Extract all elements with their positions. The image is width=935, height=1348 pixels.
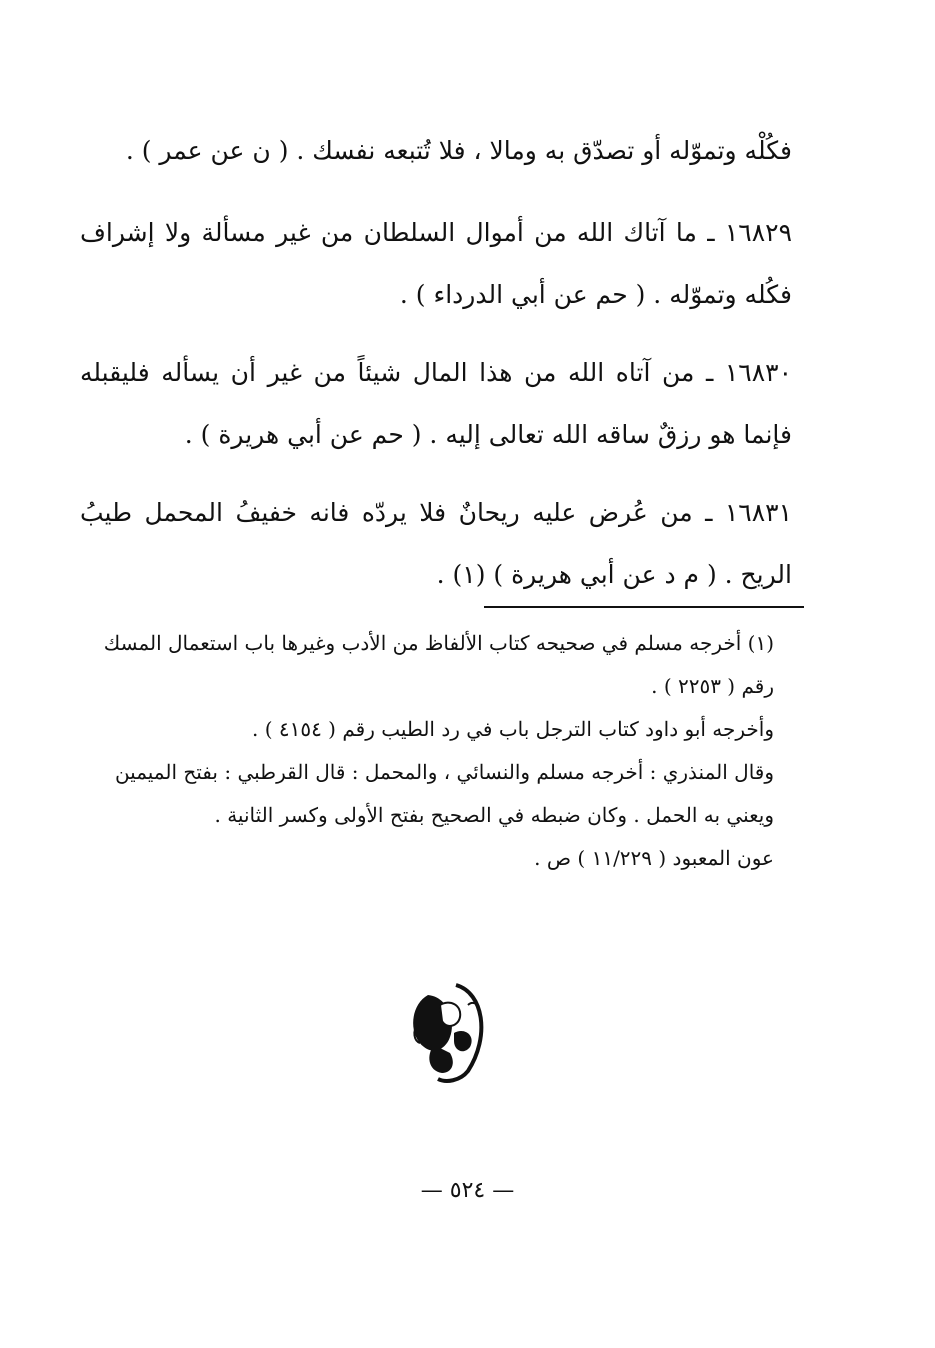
- hadith-continuation: فكُلْه وتموّله أو تصدّق به ومالا ، فلا تُتبعه نفسك . ( ن عن عمر ) .: [125, 136, 792, 165]
- floral-ornament-icon: [398, 975, 494, 1085]
- footnote-awn-al-mabud: عون المعبود ( ١١/٢٢٩ ) ص .: [534, 846, 774, 870]
- footnotes: [84, 622, 774, 880]
- hadith-16830: ١٦٨٣٠ ـ من آتاه الله من هذا المال شيئاً من غير أن يسأله فليقبله فإنما هو رزقٌ ساقه الله تعالى إليه . ( حم عن أبي هريرة ) .: [80, 358, 792, 449]
- hadith-text-block: [80, 120, 792, 622]
- footnote-mundhiri: وقال المنذري : أخرجه مسلم والنسائي ، والمحمل : قال القرطبي : بفتح الميمين ويعني به الحمل . وكان ضبطه في الصحيح بفتح الأولى وكسر الثانية .: [114, 760, 774, 827]
- footnote-1: (١) أخرجه مسلم في صحيحه كتاب الألفاظ من الأدب وغيرها باب استعمال المسك رقم ( ٢٢٥٣ ) .: [103, 631, 774, 698]
- hadith-16831: ١٦٨٣١ ـ من عُرض عليه ريحانٌ فلا يردّه فانه خفيفُ المحمل طيبُ الريح . ( م د عن أبي هريرة ) (١) .: [80, 498, 792, 589]
- hadith-16829: ١٦٨٢٩ ـ ما آتاك الله من أموال السلطان من غير مسألة ولا إشراف فكُله وتموّله . ( حم عن أبي الدرداء ) .: [80, 218, 792, 309]
- footnote-abu-dawud: وأخرجه أبو داود كتاب الترجل باب في رد الطيب رقم ( ٤١٥٤ ) .: [251, 717, 774, 741]
- footnote-divider: [484, 606, 804, 608]
- page-number: — ٥٢٤ —: [420, 1178, 515, 1203]
